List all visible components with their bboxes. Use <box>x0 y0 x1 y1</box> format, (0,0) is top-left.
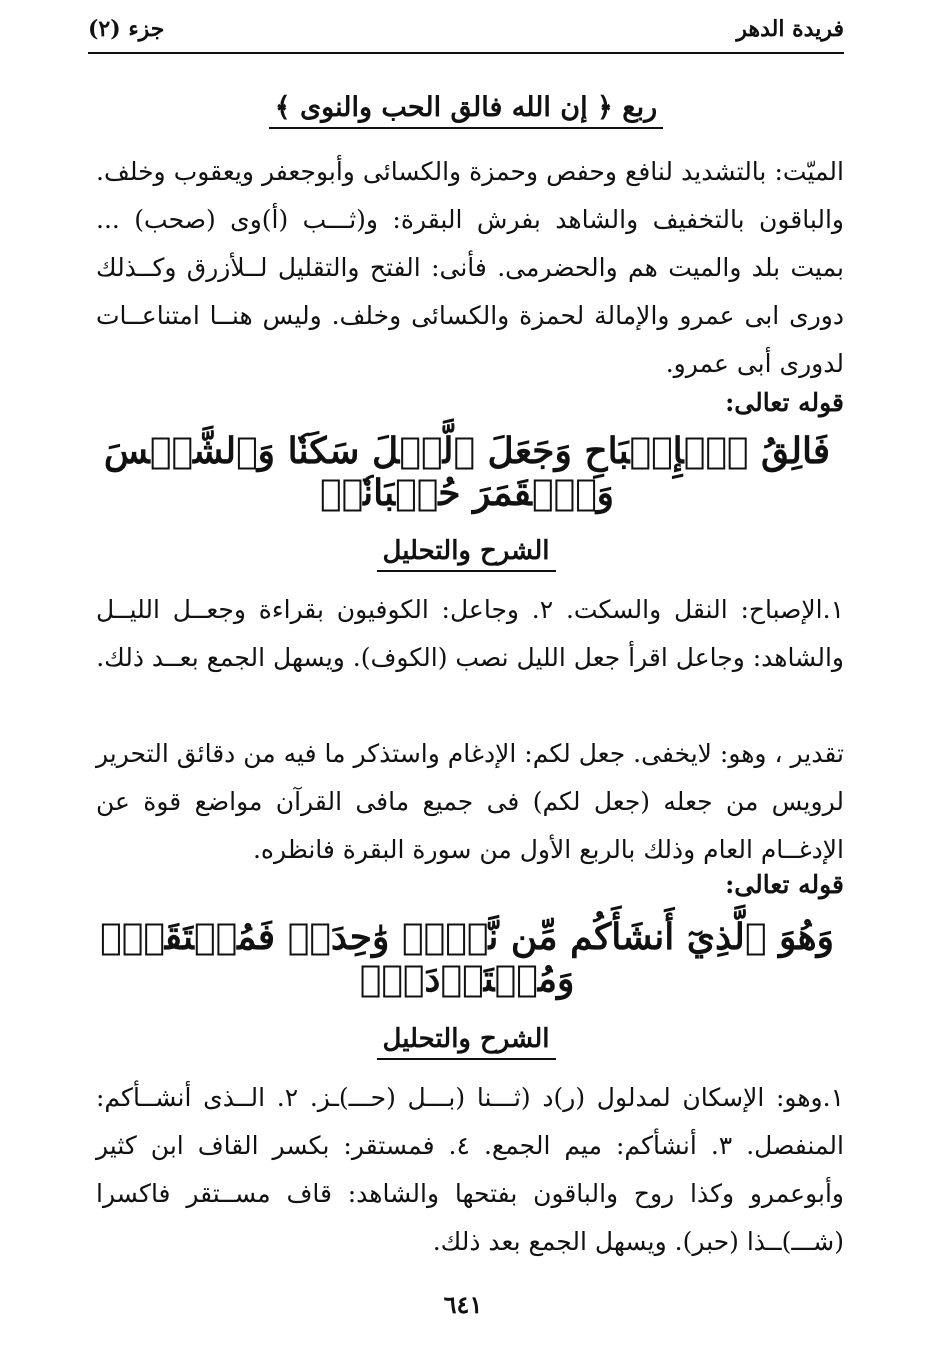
section-1-paragraph-b-text: تقدير ، وهو: لايخفى. جعل لكم: الإدغام واستذكر ما فيه من دقائق التحرير لرويس من جعله (جعل لكم) فى جميع مافى القرآن مواضع قوة عن الإدغــام العام وذلك بالربع الأول من سورة البقرة فانظره. <box>96 739 844 864</box>
section-1-paragraph-a-text: ١.الإصباح: النقل والسكت. ٢. وجاعل: الكوفيون بقراءة وجعــل الليــل والشاهد: وجاعل اقرأ جعل الليل نصب (الكوف). ويسهل الجمع بعــد ذلك. <box>96 595 844 672</box>
section-2-paragraph <box>96 1074 844 1266</box>
intro-paragraph-text: الميّت: بالتشديد لنافع وحفص وحمزة والكسائى وأبوجعفر ويعقوب وخلف. والباقون بالتخفيف والشاهد بفرش البقرة: و(ثـــب (أ)وى (صحب) ... بميت بلد والميت هم والحضرمى. فأنى: الفتح والتقليل لــلأزرق وكــذلك دورى ابى عمرو والإمالة لحمزة والكسائى وخلف. وليس هنــا امتناعــات لدورى أبى عمرو. <box>96 157 844 378</box>
page-number: ٦٤١ <box>443 1290 483 1319</box>
page-header <box>88 10 844 52</box>
header-divider <box>88 52 844 54</box>
verse-2-label: قوله تعالى: <box>725 870 844 899</box>
section-1-paragraph-a <box>96 586 844 682</box>
section-2-title <box>88 1024 844 1060</box>
verse-1-label: قوله تعالى: <box>725 388 844 417</box>
section-1-title <box>88 536 844 572</box>
quarter-title-text: ربع ﴿ إن الله فالق الحب والنوى ﴾ <box>269 92 663 129</box>
section-2-paragraph-text: ١.وهو: الإسكان لمدلول (ر)د (ثـــنا (بـــل (حـــ)ـز. ٢. الــذى أنشــأكم: المنفصل. ٣. أنشأكم: ميم الجمع. ٤. فمستقر: بكسر القاف ابن كثير وأبوعمرو وكذا روح والباقون بفتحها والشاهد: قاف مســتقر فاكسرا (شـــ)ــذا (حبر). ويسهل الجمع بعد ذلك. <box>96 1083 844 1256</box>
book-title: فريدة الدهر <box>736 16 844 42</box>
quarter-title <box>88 92 844 129</box>
intro-paragraph <box>96 148 844 388</box>
section-1-paragraph-b <box>96 730 844 874</box>
quran-verse-2: وَهُوَ ٱلَّذِيٓ أَنشَأَكُم مِّن نَّفۡسٖ وَٰحِدَةٖ فَمُسۡتَقَرّٞ وَمُسۡتَوۡدَعٞۗ <box>100 916 834 1000</box>
quran-verse-1: فَالِقُ ٱلۡإِصۡبَاحِ وَجَعَلَ ٱلَّيۡلَ سَكَنٗا وَٱلشَّمۡسَ وَٱلۡقَمَرَ حُسۡبَانٗاۚ <box>103 430 831 514</box>
section-1-title-text: الشرح والتحليل <box>377 536 556 572</box>
section-2-title-text: الشرح والتحليل <box>377 1024 556 1060</box>
volume-label: جزء (٢) <box>88 16 165 42</box>
